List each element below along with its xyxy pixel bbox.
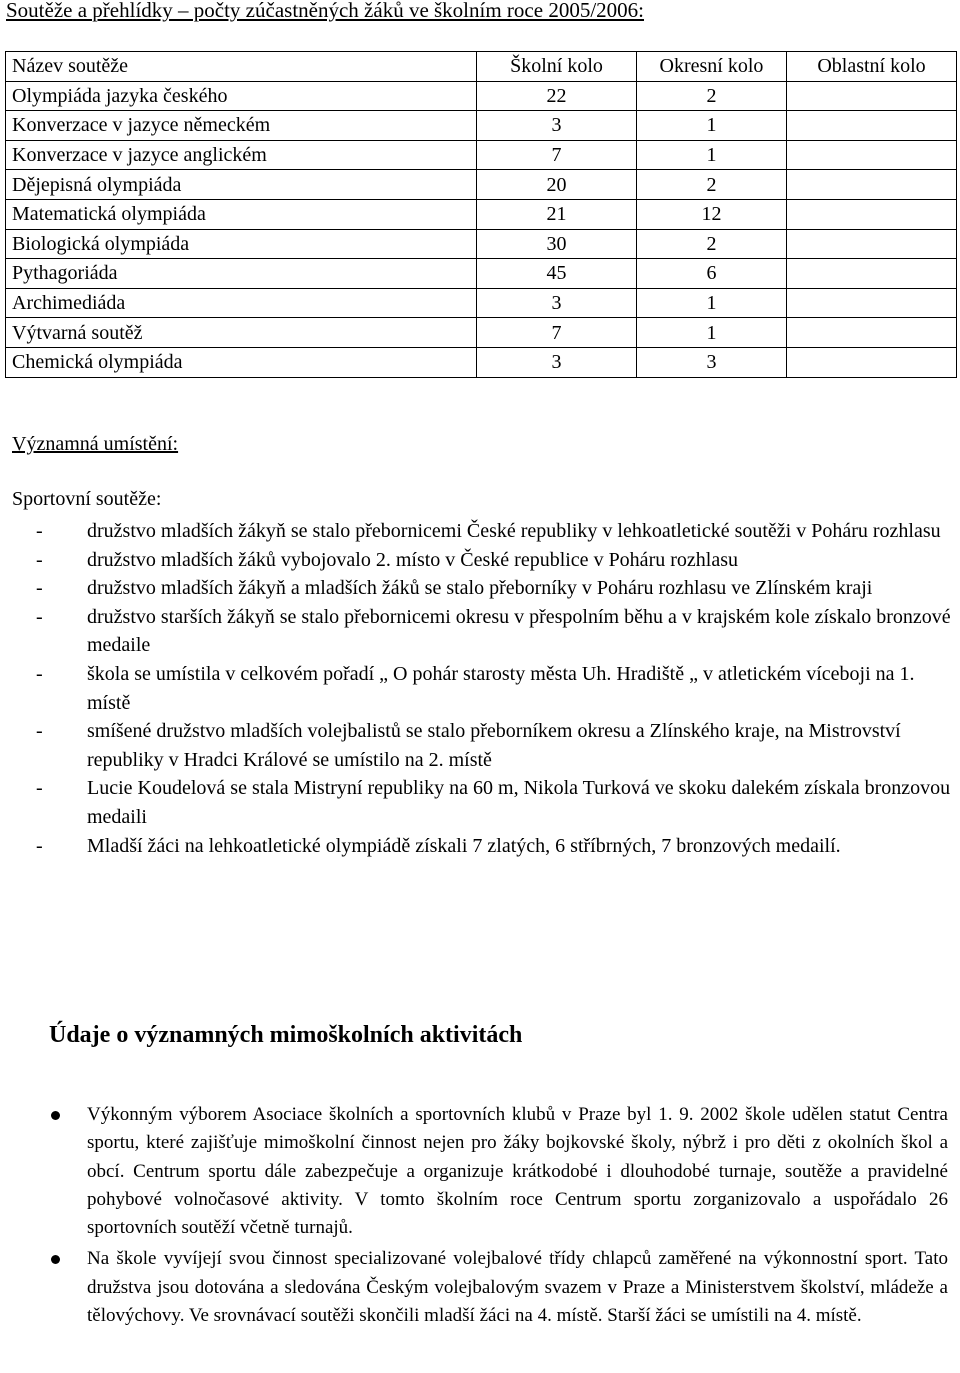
- table-cell-name: Chemická olympiáda: [6, 347, 477, 377]
- list-item: - družstvo mladších žákyň se stalo přebornicemi České republiky v lehkoatletické soutěži v Poháru rozhlasu: [36, 517, 956, 546]
- list-item: [47, 1101, 948, 1242]
- table-cell-school: 7: [477, 140, 637, 170]
- table-cell-school: 45: [477, 259, 637, 289]
- table-cell-regional: [787, 140, 957, 170]
- list-item: - družstvo mladších žáků vybojovalo 2. místo v České republice v Poháru rozhlasu: [36, 546, 956, 575]
- table-cell-name: Biologická olympiáda: [6, 229, 477, 259]
- column-header: Název soutěže: [6, 52, 477, 82]
- activities-title: Údaje o významných mimoškolních aktivitách: [49, 1022, 523, 1048]
- table-cell-school: 30: [477, 229, 637, 259]
- list-item: - škola se umístila v celkovém pořadí „ O pohár starosty města Uh. Hradiště „ v atletickém víceboji na 1. místě: [36, 660, 956, 717]
- list-item: [47, 1245, 948, 1330]
- list-item: - Lucie Koudelová se stala Mistryní republiky na 60 m, Nikola Turková ve skoku dalekém získala bronzovou medaili: [36, 774, 956, 831]
- activity-paragraph: Na škole vyvíjejí svou činnost specializované volejbalové třídy chlapců zaměřené na výkonnostní sport. Tato družstva jsou dotována a sledována Českým volejbalovým svazem v Praze a Ministerstvem školství, mládeže a tělovýchovy. Ve srovnávací soutěži skončili mladší žáci na 4. místě. Starší žáci se umístili na 4. místě.: [87, 1248, 948, 1327]
- table-header-row: [6, 52, 957, 82]
- list-item: - Mladší žáci na lehkoatletické olympiádě získali 7 zlatých, 6 stříbrných, 7 bronzových medailí.: [36, 832, 956, 861]
- table-cell-regional: [787, 170, 957, 200]
- table-cell-regional: [787, 259, 957, 289]
- column-header: Okresní kolo: [637, 52, 787, 82]
- table-row: [6, 199, 957, 229]
- list-item: - družstvo starších žákyň se stalo přebornicemi okresu v přespolním běhu a v krajském kole získalo bronzové medaile: [36, 603, 956, 660]
- table-cell-name: Výtvarná soutěž: [6, 318, 477, 348]
- table-cell-district: 2: [637, 170, 787, 200]
- page-title: Soutěže a přehlídky – počty zúčastněných žáků ve školním roce 2005/2006:: [6, 0, 644, 22]
- activities-list: [47, 1101, 948, 1333]
- column-header: Školní kolo: [477, 52, 637, 82]
- bullet-icon: [51, 1255, 60, 1264]
- table-row: [6, 111, 957, 141]
- table-cell-regional: [787, 81, 957, 111]
- sport-competitions-heading: Sportovní soutěže:: [12, 488, 162, 510]
- bullet-icon: [51, 1111, 60, 1120]
- competitions-table: [5, 51, 957, 378]
- table-cell-name: Olympiáda jazyka českého: [6, 81, 477, 111]
- table-cell-school: 3: [477, 288, 637, 318]
- placements-heading: Významná umístění:: [12, 433, 179, 455]
- table-cell-name: Konverzace v jazyce anglickém: [6, 140, 477, 170]
- table-row: [6, 140, 957, 170]
- table-cell-name: Konverzace v jazyce německém: [6, 111, 477, 141]
- table-cell-district: 3: [637, 347, 787, 377]
- table-row: [6, 259, 957, 289]
- list-item: - smíšené družstvo mladších volejbalistů se stalo přeborníkem okresu a Zlínského kraje, na Mistrovství republiky v Hradci Králové se umístilo na 2. místě: [36, 717, 956, 774]
- table-cell-regional: [787, 111, 957, 141]
- table-cell-school: 22: [477, 81, 637, 111]
- activity-paragraph: Výkonným výborem Asociace školních a sportovních klubů v Praze byl 1. 9. 2002 škole udělen statut Centra sportu, které zajišťuje mimoškolní činnost nejen pro žáky bojkovské školy, nýbrž i pro děti z okolních škol a obcí. Centrum sportu dále zabezpečuje a organizuje krátkodobé i dlouhodobé turnaje, soutěže a pravidelné pohybové volnočasové aktivity. V tomto školním roce Centrum sportu zorganizovalo a uspořádalo 26 sportovních soutěží včetně turnajů.: [87, 1104, 948, 1239]
- table-cell-school: 20: [477, 170, 637, 200]
- table-cell-district: 1: [637, 140, 787, 170]
- table-cell-regional: [787, 347, 957, 377]
- table-cell-name: Dějepisná olympiáda: [6, 170, 477, 200]
- table-cell-district: 1: [637, 111, 787, 141]
- table-cell-district: 6: [637, 259, 787, 289]
- table-cell-district: 12: [637, 199, 787, 229]
- table-cell-district: 1: [637, 318, 787, 348]
- table-row: [6, 318, 957, 348]
- column-header: Oblastní kolo: [787, 52, 957, 82]
- table-cell-name: Pythagoriáda: [6, 259, 477, 289]
- table-row: [6, 288, 957, 318]
- table-cell-school: 3: [477, 347, 637, 377]
- table-cell-regional: [787, 199, 957, 229]
- table-cell-district: 2: [637, 229, 787, 259]
- table-cell-school: 21: [477, 199, 637, 229]
- table-cell-regional: [787, 288, 957, 318]
- table-row: [6, 81, 957, 111]
- list-item: - družstvo mladších žákyň a mladších žáků se stalo přeborníky v Poháru rozhlasu ve Zlínském kraji: [36, 574, 956, 603]
- placements-list: [36, 517, 956, 860]
- table-cell-regional: [787, 318, 957, 348]
- table-cell-school: 3: [477, 111, 637, 141]
- table-cell-school: 7: [477, 318, 637, 348]
- table-row: [6, 347, 957, 377]
- table-row: [6, 229, 957, 259]
- table-row: [6, 170, 957, 200]
- table-cell-name: Archimediáda: [6, 288, 477, 318]
- table-cell-regional: [787, 229, 957, 259]
- table-cell-district: 1: [637, 288, 787, 318]
- table-cell-name: Matematická olympiáda: [6, 199, 477, 229]
- table-cell-district: 2: [637, 81, 787, 111]
